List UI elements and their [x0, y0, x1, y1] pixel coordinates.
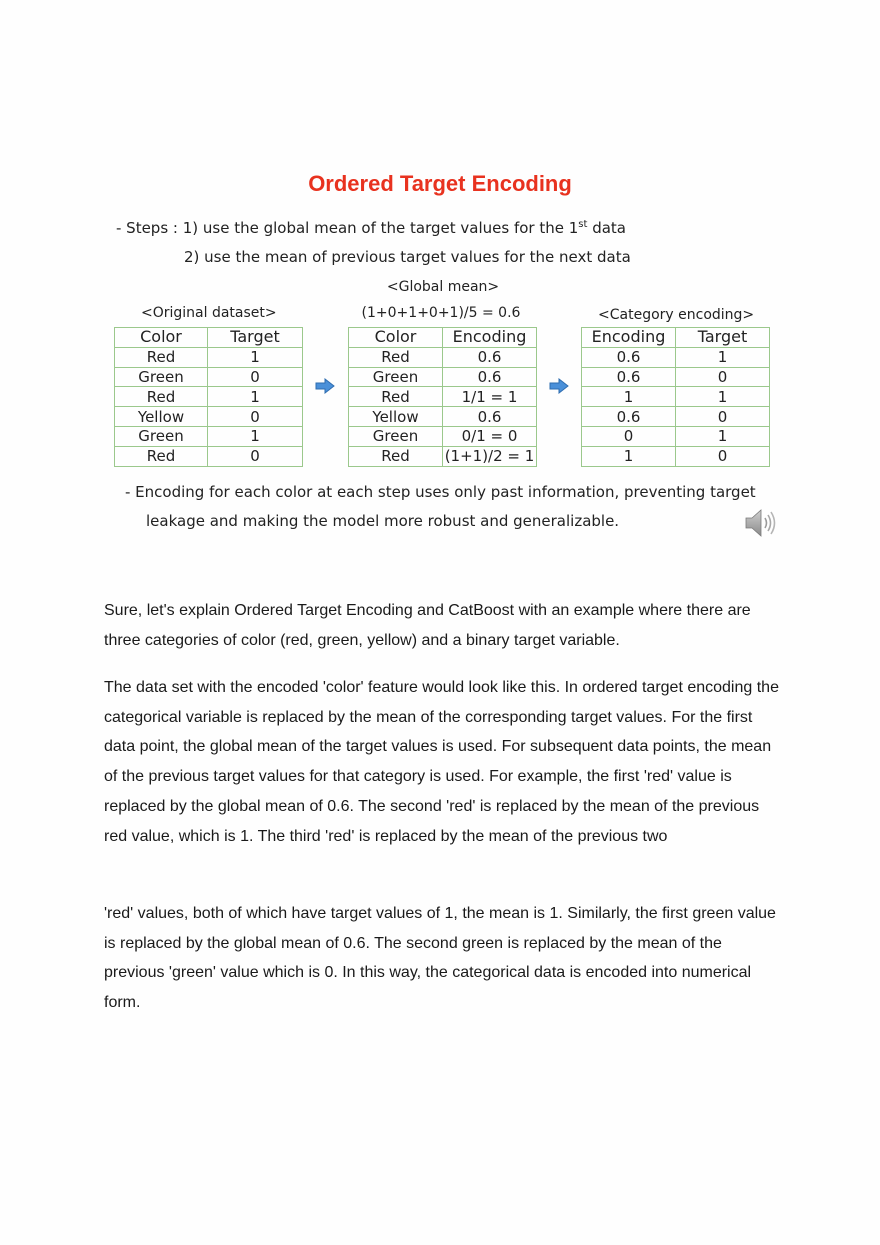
- note-line-1: - Encoding for each color at each step uses only past information, preventing target: [125, 483, 756, 501]
- table-row: [582, 347, 770, 367]
- table-row: [115, 387, 303, 407]
- table-cell: 1: [676, 347, 770, 367]
- table-cell: 1/1 = 1: [443, 387, 537, 407]
- table-row: [582, 426, 770, 446]
- table-header: Target: [208, 328, 303, 348]
- table-cell: Green: [349, 367, 443, 387]
- table-row: [349, 387, 537, 407]
- table-cell: Red: [115, 387, 208, 407]
- global-mean-formula: (1+0+1+0+1)/5 = 0.6: [361, 305, 521, 321]
- ordered-encoding-table: [348, 327, 537, 467]
- body-paragraph-2: [104, 673, 784, 851]
- table-row: [115, 407, 303, 427]
- table-cell: Yellow: [349, 407, 443, 427]
- note-line-2: leakage and making the model more robust and generalizable.: [146, 512, 620, 530]
- steps-suffix: data: [587, 219, 626, 237]
- table-row: [349, 446, 537, 466]
- arrow-right-icon: [315, 378, 335, 394]
- table-row: [115, 347, 303, 367]
- table-cell: Red: [115, 347, 208, 367]
- slide-title: Ordered Target Encoding: [308, 171, 572, 196]
- table-row: [349, 367, 537, 387]
- table-cell: 0: [676, 367, 770, 387]
- steps-prefix: - Steps : 1) use the global mean of the target values for the 1: [116, 219, 579, 237]
- table-row: [582, 407, 770, 427]
- paragraph-text: The data set with the encoded 'color' feature would look like this. In ordered target encoding the categorical variable is replaced by the mean of the corresponding target values. For the first data point, the global mean of the target values is used. For subsequent data points, the mean of the previous target values for that category is used. For example, the first 'red' value is replaced by the global mean of 0.6. The second 'red' is replaced by the mean of the previous red value, which is 1. The third 'red' is replaced by the mean of the previous two: [104, 679, 779, 845]
- table-cell: Green: [349, 426, 443, 446]
- table-row: [349, 347, 537, 367]
- global-mean-label: <Global mean>: [386, 279, 500, 295]
- table-row: [349, 426, 537, 446]
- table-cell: 1: [582, 387, 676, 407]
- paragraph-text: Sure, let's explain Ordered Target Encoding and CatBoost with an example where there are three categories of color (red, green, yellow) and a binary target variable.: [104, 602, 751, 649]
- table-cell: 0: [208, 367, 303, 387]
- table-cell: (1+1)/2 = 1: [443, 446, 537, 466]
- table-cell: 0: [582, 426, 676, 446]
- table-cell: 0.6: [582, 367, 676, 387]
- category-caption: <Category encoding>: [598, 307, 755, 323]
- table-row: [115, 446, 303, 466]
- paragraph-text: 'red' values, both of which have target values of 1, the mean is 1. Similarly, the first green value is replaced by the global mean of 0.6. The second green is replaced by the mean of the previous 'green' value which is 0. In this way, the categorical data is encoded into numerical form.: [104, 905, 776, 1012]
- table-cell: 1: [208, 347, 303, 367]
- table-header: Color: [115, 328, 208, 348]
- table-cell: 0/1 = 0: [443, 426, 537, 446]
- table-cell: 0: [208, 446, 303, 466]
- table-row: [115, 367, 303, 387]
- arrow-right-icon: [549, 378, 569, 394]
- table-cell: 0.6: [582, 347, 676, 367]
- table-cell: 0.6: [443, 407, 537, 427]
- table-row: [582, 387, 770, 407]
- table-row: [582, 446, 770, 466]
- table-row: [582, 367, 770, 387]
- speaker-icon[interactable]: [744, 507, 780, 539]
- table-cell: Green: [115, 426, 208, 446]
- table-cell: 1: [208, 387, 303, 407]
- steps-line-1: [116, 219, 626, 237]
- table-cell: 0: [676, 446, 770, 466]
- table-header: Color: [349, 328, 443, 348]
- table-cell: Red: [349, 387, 443, 407]
- original-dataset-table: [114, 327, 303, 467]
- table-cell: Green: [115, 367, 208, 387]
- table-row: [349, 407, 537, 427]
- table-cell: Red: [349, 347, 443, 367]
- table-cell: 0: [208, 407, 303, 427]
- table-header: Encoding: [443, 328, 537, 348]
- table-cell: Yellow: [115, 407, 208, 427]
- table-cell: 1: [676, 426, 770, 446]
- table-cell: 1: [208, 426, 303, 446]
- table-cell: 1: [676, 387, 770, 407]
- table-row: [115, 426, 303, 446]
- table-cell: 0.6: [443, 367, 537, 387]
- body-paragraph-3: [104, 899, 784, 1018]
- table-cell: 0.6: [443, 347, 537, 367]
- body-paragraph-1: [104, 596, 784, 655]
- table-header: Target: [676, 328, 770, 348]
- category-encoding-table: [581, 327, 770, 467]
- table-cell: Red: [115, 446, 208, 466]
- original-caption: <Original dataset>: [141, 305, 277, 321]
- table-header: Encoding: [582, 328, 676, 348]
- table-cell: 0.6: [582, 407, 676, 427]
- table-cell: 0: [676, 407, 770, 427]
- steps-superscript: st: [578, 219, 588, 230]
- steps-line-2: 2) use the mean of previous target values for the next data: [184, 248, 631, 266]
- table-cell: Red: [349, 446, 443, 466]
- table-cell: 1: [582, 446, 676, 466]
